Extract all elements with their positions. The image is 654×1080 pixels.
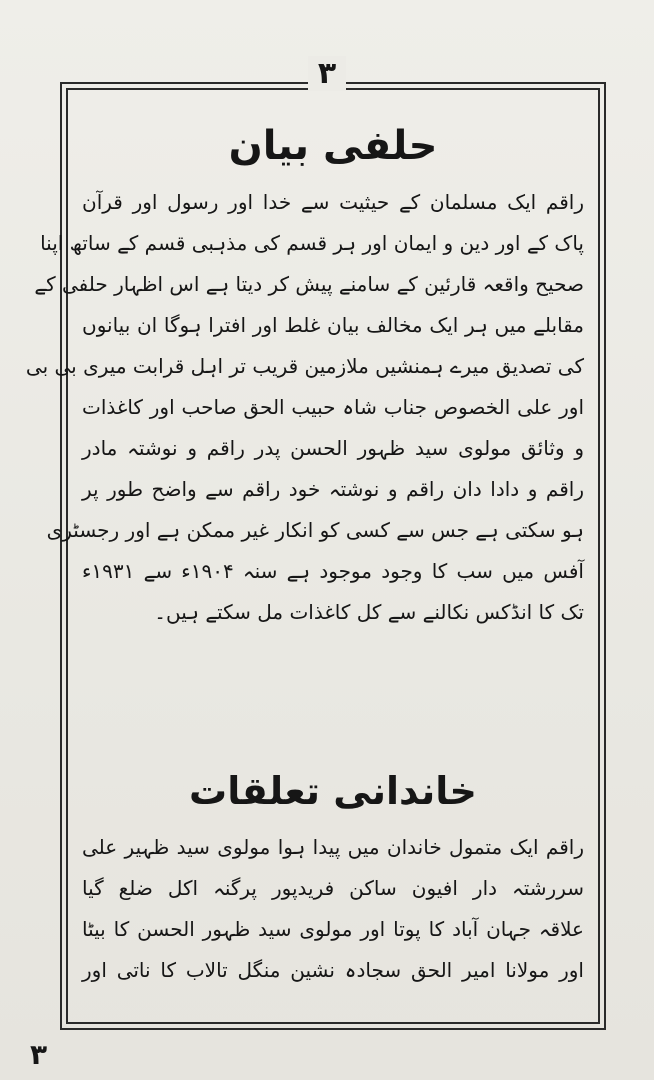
text-line: اور مولانا امیر الحق سجادہ نشین منگل تالاب کا ناتی اور (82, 958, 584, 982)
text-line: راقم ایک مسلمان کے حیثیت سے خدا اور رسول اور قرآن (82, 190, 584, 214)
text-line: ہو سکتی ہے جس سے کسی کو انکار غیر ممکن ہے اور رجسٹری (46, 518, 584, 542)
text-line: علاقہ جہان آباد کا پوتا اور مولوی سید ظہور الحسن کا بیٹا (82, 917, 584, 941)
text-line: سررشتہ دار افیون ساکن فریدپور پرگنہ اکل ضلع گیا (82, 876, 584, 900)
page-number-bottom: ۳ (30, 1038, 48, 1071)
page-number-top (0, 56, 654, 92)
section-family-relations (82, 755, 584, 991)
text-line: آفس میں سب کا وجود موجود ہے سنہ ۱۹۰۴ء سے ۱۹۳۱ء (82, 559, 584, 583)
text-line: پاک کے اور دین و ایمان اور ہر قسم کی مذہبی قسم کے ساتھ اپنا (40, 231, 584, 255)
text-line: راقم ایک متمول خاندان میں پیدا ہوا مولوی سید ظہیر علی (82, 835, 584, 859)
section-oath-statement (25, 110, 584, 633)
section-heading-family-relations: خاندانی تعلقات (189, 769, 477, 813)
section-heading-oath-statement: حلفی بیان (228, 123, 438, 169)
text-line: تک کا انڈکس نکالنے سے کل کاغذات مل سکتے ہیں۔ (154, 600, 584, 624)
text-line: کی تصدیق میرے ہمنشیں ملازمین قریب تر اہل قرابت میری بی بی (25, 354, 584, 378)
text-line: مقابلے میں ہر ایک مخالف بیان غلط اور افترا ہوگا ان بیانوں (82, 313, 584, 337)
text-line: راقم و دادا دان راقم و نوشتہ خود راقم سے واضح طور پر (82, 477, 584, 501)
text-line: و وثائق مولوی سید ظہور الحسن پدر راقم و نوشتہ مادر (82, 436, 584, 460)
text-line: اور علی الخصوص جناب شاہ حبیب الحق صاحب اور کاغذات (82, 395, 584, 419)
page-number-top-text: ۳ (308, 56, 346, 91)
text-line: صحیح واقعہ قارئین کے سامنے پیش کر دیتا ہے اس اظہار حلفی کے (34, 272, 584, 296)
